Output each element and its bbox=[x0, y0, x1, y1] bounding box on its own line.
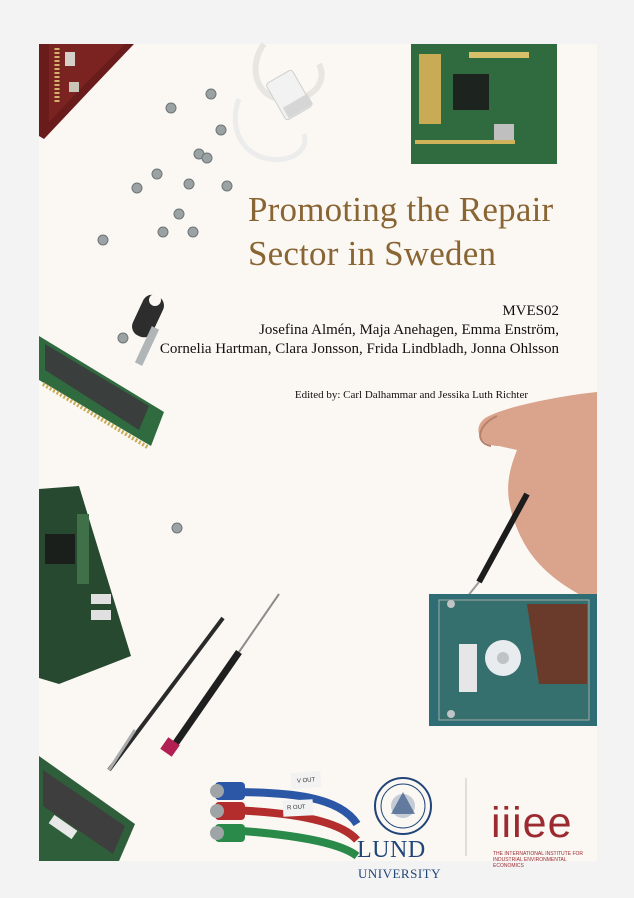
iiiee-logo: iiiee bbox=[491, 799, 573, 847]
iiiee-subtitle bbox=[493, 851, 598, 869]
top-left-pcb bbox=[39, 44, 134, 139]
document-title bbox=[248, 188, 597, 276]
screwdrivers bbox=[109, 594, 279, 770]
title-line-2: Sector in Sweden bbox=[248, 234, 497, 273]
cover-photo-illustration bbox=[39, 44, 597, 861]
rca-cables bbox=[210, 771, 357, 856]
title-line-1: Promoting the Repair bbox=[248, 190, 554, 229]
hard-drive-board bbox=[429, 594, 597, 726]
cover-page bbox=[39, 44, 597, 881]
scattered-screws bbox=[98, 89, 232, 533]
white-cable bbox=[235, 44, 321, 159]
v-out-label: V OUT bbox=[296, 777, 316, 785]
top-right-pcb bbox=[411, 44, 557, 164]
lund-wordmark: LUND bbox=[357, 837, 426, 863]
left-drive-board bbox=[39, 486, 131, 684]
course-code: MVES02 bbox=[502, 303, 559, 319]
r-out-label: R OUT bbox=[286, 804, 306, 812]
authors-line-2: Cornelia Hartman, Clara Jonsson, Frida Lindbladh, Jonna Ohlsson bbox=[159, 341, 559, 357]
edited-by: Edited by: Carl Dalhammar and Jessika Luth Richter bbox=[294, 389, 528, 401]
lund-seal bbox=[375, 778, 431, 834]
iiiee-subtitle-line-1: THE INTERNATIONAL INSTITUTE FOR bbox=[493, 851, 584, 857]
university-wordmark: UNIVERSITY bbox=[358, 866, 441, 881]
iiiee-subtitle-line-2: INDUSTRIAL ENVIRONMENTAL ECONOMICS bbox=[493, 857, 567, 869]
hand-with-screwdriver bbox=[463, 392, 597, 604]
lund-university-logo bbox=[357, 837, 441, 881]
authors-line-1: Josefina Almén, Maja Anehagen, Emma Enström, bbox=[259, 322, 559, 338]
bottom-ram-module bbox=[39, 756, 135, 861]
